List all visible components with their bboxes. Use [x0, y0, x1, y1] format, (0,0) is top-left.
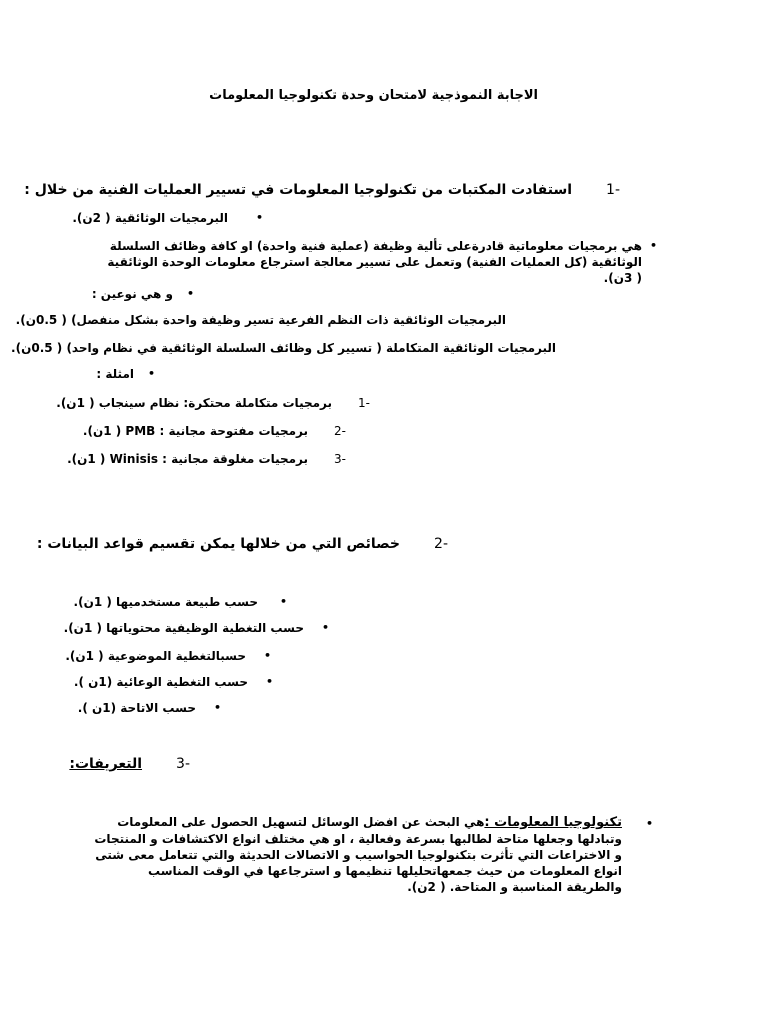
- example-item: [67, 451, 346, 467]
- example-text: برمجيات مغلوقة مجانية : Winisis ( 1ن).: [67, 452, 309, 466]
- example-text: برمجيات متكاملة محتكرة: نظام سينجاب ( 1ن).: [56, 396, 333, 410]
- section-3-number: -3: [176, 756, 190, 772]
- bullet-icon: •: [322, 621, 330, 634]
- bullet-icon: •: [280, 595, 288, 608]
- section-2-heading-text: خصائص التي من خلالها يمكن تقسيم قواعد البيانات :: [36, 536, 401, 552]
- section-1-type-2: البرمجيات الوثائقية المتكاملة ( تسيير كل وظائف السلسلة الوثائقية في نظام واحد) ( 0.5ن).: [11, 341, 556, 355]
- section-1-definition: هي برمجيات معلوماتية قادرةعلى تألية وظيفة (عملية فنية واحدة) او كافة وظائف السلسلة الوثائقية (كل العمليات الفنية) وتعمل على تسيير معالجة استرجاع معلومات الوحدة الوثائقية ( 3ن).: [107, 239, 642, 285]
- example-number: -2: [334, 424, 346, 438]
- bullet-icon: •: [264, 649, 272, 662]
- section-2-item: حسب طبيعة مستخدميها ( 1ن).: [73, 595, 258, 609]
- example-text: برمجيات مفتوحة مجانية : PMB ( 1ن).: [82, 424, 309, 438]
- section-1-examples-intro: امثلة :: [96, 367, 134, 381]
- section-2-item: حسب التغطية الوظيفية محتوياتها ( 1ن).: [63, 621, 304, 635]
- bullet-icon: •: [148, 367, 156, 380]
- definition-body: هي البحث عن افضل الوسائل لتسهيل الحصول على المعلومات وتبادلها وجعلها متاحة لطالبها بسرعة وفعالية ، او هي مختلف انواع الاكتشافات و المنتجات و الاختراعات التي تأثرت بتكنولوجيا الحواسيب و الاتصالات الحديثة والتي تتعامل معى شتى انواع المعلومات من حيث جمعهاتحليلها تنظيمها و استرجاعها في الوقت المناسب والطريقة المناسبة و المتاحة. ( 2ن).: [94, 815, 622, 894]
- example-number: -1: [358, 396, 370, 410]
- bullet-icon: •: [650, 239, 658, 252]
- section-1-heading-text: استفادت المكتبات من تكنولوجيا المعلومات في تسيير العمليات الفنية من خلال :: [24, 182, 573, 198]
- section-1-types-intro: و هي نوعين :: [91, 287, 173, 301]
- section-3-definition: [92, 814, 622, 895]
- section-2-item: حسب التغطية الوعائية (1ن ).: [73, 675, 248, 689]
- section-2-number: -2: [434, 536, 448, 552]
- example-number: -3: [334, 452, 346, 466]
- section-1-type-1: البرمجيات الوثائقية ذات النظم الفرعية تسير وظيفة واحدة بشكل منفصل) ( 0.5ن).: [15, 313, 506, 327]
- bullet-icon: •: [256, 211, 264, 224]
- bullet-icon: •: [214, 701, 222, 714]
- bullet-icon: •: [646, 817, 654, 830]
- section-2-item: حسب الاتاحة (1ن ).: [77, 701, 196, 715]
- section-3-heading-text: التعريفات:: [69, 756, 143, 772]
- example-item: [56, 395, 370, 411]
- section-1-item-1: البرمجيات الوثائقية ( 2ن).: [72, 211, 228, 225]
- section-3-heading: [69, 756, 190, 772]
- section-1-heading: [24, 182, 620, 198]
- definition-term: تكنولوجيا المعلومات :: [484, 815, 622, 830]
- bullet-icon: •: [266, 675, 274, 688]
- section-2-heading: [37, 536, 448, 552]
- example-item: [83, 423, 346, 439]
- section-2-item: حسبالتغطية الموضوعية ( 1ن).: [65, 649, 246, 663]
- bullet-icon: •: [187, 287, 195, 300]
- document-title: الاجابة النموذجية لامتحان وحدة تكنولوجيا المعلومات: [209, 88, 538, 103]
- section-1-number: -1: [606, 182, 620, 198]
